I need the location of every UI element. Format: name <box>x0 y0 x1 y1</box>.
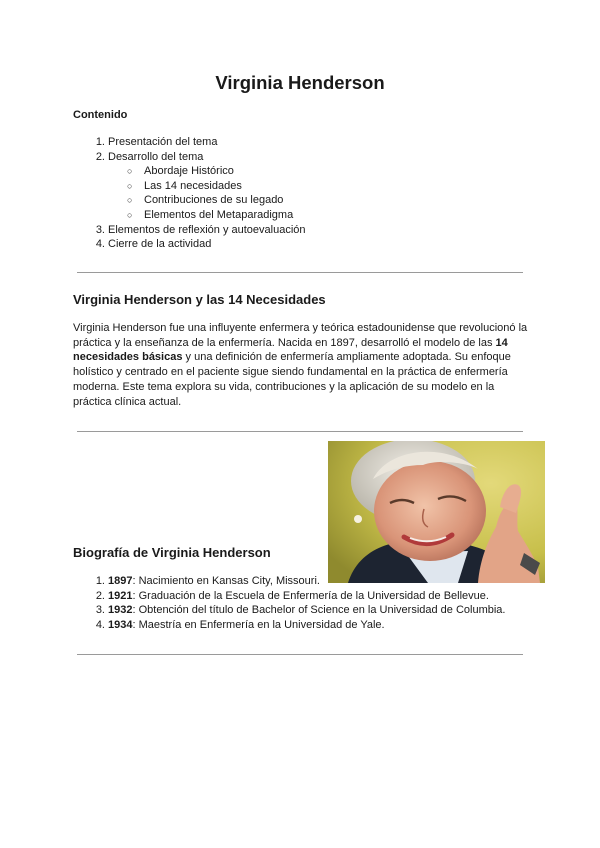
toc-subitem-label: Las 14 necesidades <box>144 179 242 192</box>
toc-item-number: 3. <box>95 223 105 236</box>
event: : Nacimiento en Kansas City, Missouri. <box>132 575 320 587</box>
list-item-number: 3. <box>95 604 105 617</box>
circle-bullet-icon: ○ <box>127 166 133 177</box>
intro-text: y una definición de enfermería ampliamente adoptada. Su enfoque holístico y centrado en el paciente sigue siendo fundamental en la práctica de enfermería moderna. Este tema explora su vida, contribuciones y la aplicación de su modelo en la práctica clínica actual. <box>73 351 511 408</box>
toc-item-label: Cierre de la actividad <box>108 238 212 251</box>
toc-item-number: 1. <box>95 136 105 148</box>
section-divider <box>77 431 523 432</box>
year: 1921 <box>108 589 133 602</box>
list-item-text <box>108 618 385 633</box>
section-divider <box>77 654 523 655</box>
toc-subitem <box>73 164 533 179</box>
event: : Obtención del título de Bachelor of Science en la Universidad de Columbia. <box>132 604 506 617</box>
section-heading-biography: Biografía de Virginia Henderson <box>73 545 271 560</box>
intro-text: Virginia Henderson fue una influyente enfermera y teórica estadounidense que revolucionó la práctica y la enseñanza de la enfermería. Nacida en 1897, desarrolló el modelo de las <box>73 322 528 349</box>
page-title: Virginia Henderson <box>215 72 385 93</box>
section-heading-intro: Virginia Henderson y las 14 Necesidades <box>73 292 326 307</box>
toc-subitem-label: Elementos del Metaparadigma <box>144 208 294 221</box>
section-divider <box>77 272 523 273</box>
toc-item-label: Elementos de reflexión y autoevaluación <box>108 223 306 236</box>
toc-item <box>73 237 533 252</box>
year: 1932 <box>108 604 133 617</box>
toc-item <box>73 150 533 165</box>
toc-subitem <box>73 193 533 208</box>
toc-subitem-label: Abordaje Histórico <box>144 165 234 178</box>
list-item <box>73 618 533 633</box>
list-item-text <box>108 574 320 589</box>
toc-item-number: 4. <box>95 238 105 251</box>
year: 1934 <box>108 618 133 631</box>
toc-item-label: Presentación del tema <box>108 136 218 148</box>
toc-subitem <box>73 208 533 223</box>
toc-subitem <box>73 179 533 194</box>
event: : Maestría en Enfermería en la Universidad de Yale. <box>132 618 385 631</box>
list-item-number: 2. <box>95 589 105 602</box>
table-of-contents <box>73 135 533 252</box>
biography-list <box>73 574 533 632</box>
list-item-text <box>108 603 505 618</box>
circle-bullet-icon: ○ <box>127 209 133 220</box>
toc-item-label: Desarrollo del tema <box>108 150 204 163</box>
intro-paragraph <box>73 321 533 409</box>
list-item-number: 4. <box>95 618 105 631</box>
portrait-photo <box>328 441 545 583</box>
list-item-number: 1. <box>95 575 105 587</box>
intro-bold-text: 14 necesidades básicas <box>73 336 508 364</box>
circle-bullet-icon: ○ <box>127 195 133 206</box>
event: : Graduación de la Escuela de Enfermería de la Universidad de Bellevue. <box>132 589 489 602</box>
toc-heading: Contenido <box>73 109 128 121</box>
circle-bullet-icon: ○ <box>127 180 133 191</box>
list-item <box>73 589 533 604</box>
toc-subitem-label: Contribuciones de su legado <box>144 194 284 207</box>
toc-item-number: 2. <box>95 150 105 163</box>
toc-item <box>73 223 533 238</box>
list-item <box>73 574 533 589</box>
toc-item <box>73 135 533 150</box>
list-item-text <box>108 589 489 604</box>
year: 1897 <box>108 575 133 587</box>
list-item <box>73 603 533 618</box>
